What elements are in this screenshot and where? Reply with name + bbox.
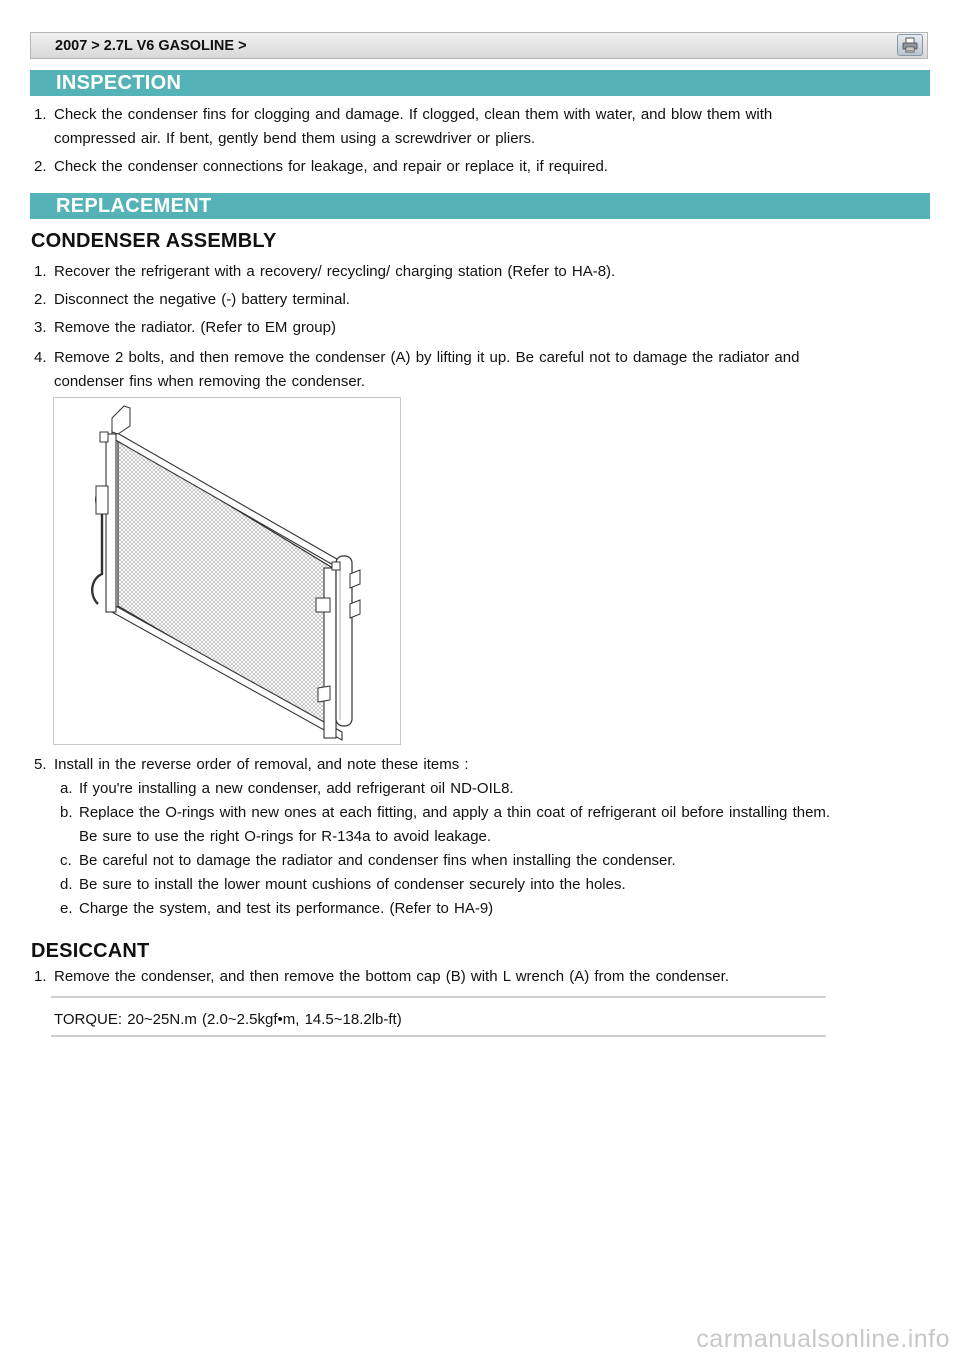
list-item-text: Recover the refrigerant with a recovery/ recycling/ charging station (Refer to HA-8). xyxy=(54,263,616,280)
list-item-text: Check the condenser connections for leakage, and repair or replace it, if required. xyxy=(54,158,608,175)
condenser-illustration xyxy=(53,397,401,745)
sublist-item-text: If you're installing a new condenser, add refrigerant oil ND-OIL8. xyxy=(79,780,514,797)
sublist-item-text: Charge the system, and test its performance. (Refer to HA-9) xyxy=(79,900,494,917)
list-number: 3. xyxy=(34,319,47,336)
sublist-item-text: Be sure to install the lower mount cushions of condenser securely into the holes. xyxy=(79,876,626,893)
list-item-text: compressed air. If bent, gently bend them using a screwdriver or pliers. xyxy=(54,130,536,147)
divider-top xyxy=(51,996,826,998)
list-item-text: Disconnect the negative (-) battery terminal. xyxy=(54,291,350,308)
sublist-item-text: Be sure to use the right O-rings for R-134a to avoid leakage. xyxy=(79,828,492,845)
condenser-drawing xyxy=(54,398,400,744)
list-number: 1. xyxy=(34,106,47,123)
printer-icon xyxy=(902,37,918,53)
list-item-text: Install in the reverse order of removal, and note these items : xyxy=(54,756,469,773)
list-number: 5. xyxy=(34,756,47,773)
sublist-letter: c. xyxy=(60,852,72,869)
sublist-item-text: Replace the O-rings with new ones at each fitting, and apply a thin coat of refrigerant oil before installing them. xyxy=(79,804,831,821)
sublist-letter: a. xyxy=(60,780,73,797)
divider-bottom xyxy=(51,1035,826,1037)
sublist-letter: b. xyxy=(60,804,73,821)
list-item-text: Remove the radiator. (Refer to EM group) xyxy=(54,319,336,336)
list-number: 1. xyxy=(34,263,47,280)
section-replacement xyxy=(30,193,930,219)
list-item-text: condenser fins when removing the condenser. xyxy=(54,373,366,390)
list-item-text: Remove 2 bolts, and then remove the condenser (A) by lifting it up. Be careful not to damage the radiator and xyxy=(54,349,800,366)
print-button[interactable] xyxy=(897,34,923,56)
sublist-letter: e. xyxy=(60,900,73,917)
heading-condenser-assembly: CONDENSER ASSEMBLY xyxy=(31,230,277,252)
section-inspection-title: INSPECTION xyxy=(56,72,182,94)
sublist-item-text: Be careful not to damage the radiator and condenser fins when installing the condenser. xyxy=(79,852,676,869)
list-number: 1. xyxy=(34,968,47,985)
list-item-text: Check the condenser fins for clogging and damage. If clogged, clean them with water, and blow them with xyxy=(54,106,773,123)
list-number: 4. xyxy=(34,349,47,366)
section-replacement-title: REPLACEMENT xyxy=(56,195,212,217)
list-item-text: Remove the condenser, and then remove the bottom cap (B) with L wrench (A) from the condenser. xyxy=(54,968,729,985)
breadcrumb[interactable]: 2007 > 2.7L V6 GASOLINE > xyxy=(55,38,247,54)
watermark: carmanualsonline.info xyxy=(696,1325,950,1353)
list-number: 2. xyxy=(34,291,47,308)
heading-desiccant: DESICCANT xyxy=(31,940,150,962)
condenser-core xyxy=(118,438,336,733)
sublist-letter: d. xyxy=(60,876,73,893)
section-inspection xyxy=(30,70,930,96)
breadcrumb-bar xyxy=(30,32,928,59)
torque-spec: TORQUE: 20~25N.m (2.0~2.5kgf•m, 14.5~18.2lb-ft) xyxy=(54,1011,402,1028)
list-number: 2. xyxy=(34,158,47,175)
